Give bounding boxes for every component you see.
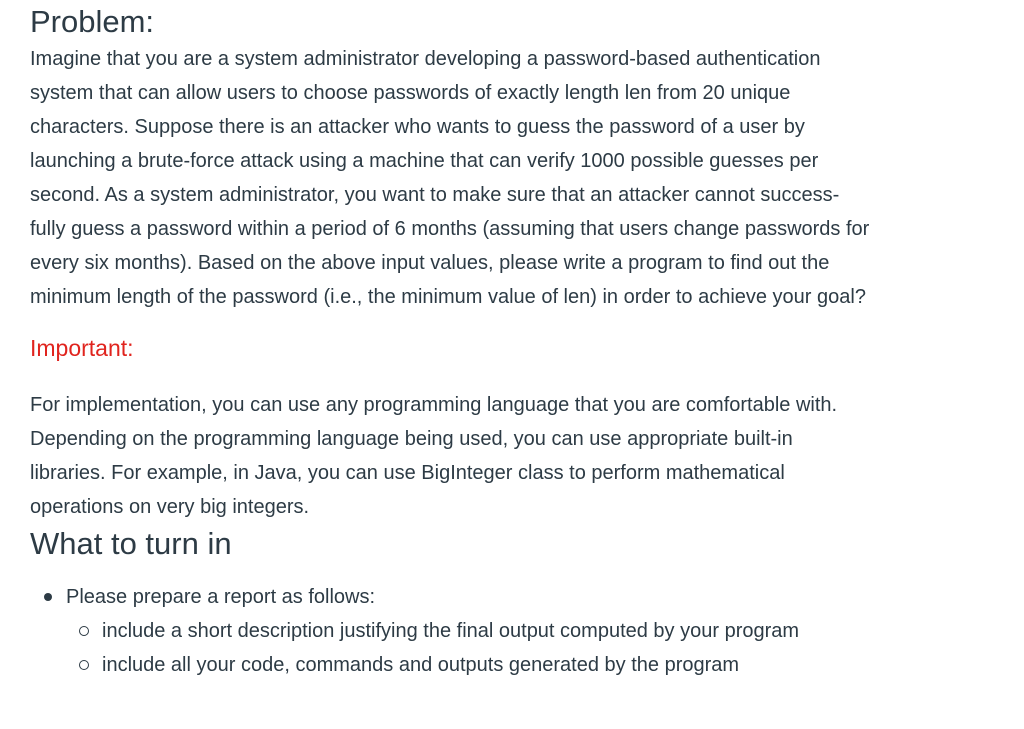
important-heading: Important:	[30, 335, 134, 361]
implementation-line: For implementation, you can use any programming language that you are comfortable with.	[30, 394, 838, 416]
problem-line: characters. Suppose there is an attacker who wants to guess the password of a user by	[30, 116, 805, 138]
sub-bullet-text: include a short description justifying the final output computed by your program	[102, 620, 800, 642]
report-sub-list	[66, 614, 994, 682]
problem-line: system that can allow users to choose passwords of exactly length len from 20 unique	[30, 82, 791, 104]
sub-bullet-text: include all your code, commands and outputs generated by the program	[102, 654, 740, 676]
list-item	[30, 580, 994, 682]
problem-line: minimum length of the password (i.e., the minimum value of len) in order to achieve your goal?	[30, 286, 866, 308]
problem-line: every six months). Based on the above input values, please write a program to find out the	[30, 252, 830, 274]
report-bullet-text: Please prepare a report as follows:	[66, 586, 376, 608]
problem-line: second. As a system administrator, you want to make sure that an attacker cannot success-	[30, 184, 840, 206]
implementation-line: operations on very big integers.	[30, 496, 310, 518]
list-item	[66, 614, 994, 648]
implementation-line: libraries. For example, in Java, you can use BigInteger class to perform mathematical	[30, 462, 785, 484]
implementation-paragraph	[30, 388, 994, 524]
problem-line: fully guess a password within a period of 6 months (assuming that users change passwords for	[30, 218, 870, 240]
list-item	[66, 648, 994, 682]
problem-line: Imagine that you are a system administrator developing a password-based authentication	[30, 48, 821, 70]
problem-line: launching a brute-force attack using a machine that can verify 1000 possible guesses per	[30, 150, 819, 172]
implementation-line: Depending on the programming language being used, you can use appropriate built-in	[30, 428, 793, 450]
problem-heading: Problem:	[30, 4, 155, 39]
what-to-turn-in-heading: What to turn in	[30, 526, 232, 561]
turn-in-list	[30, 580, 994, 682]
problem-paragraph	[30, 42, 994, 314]
